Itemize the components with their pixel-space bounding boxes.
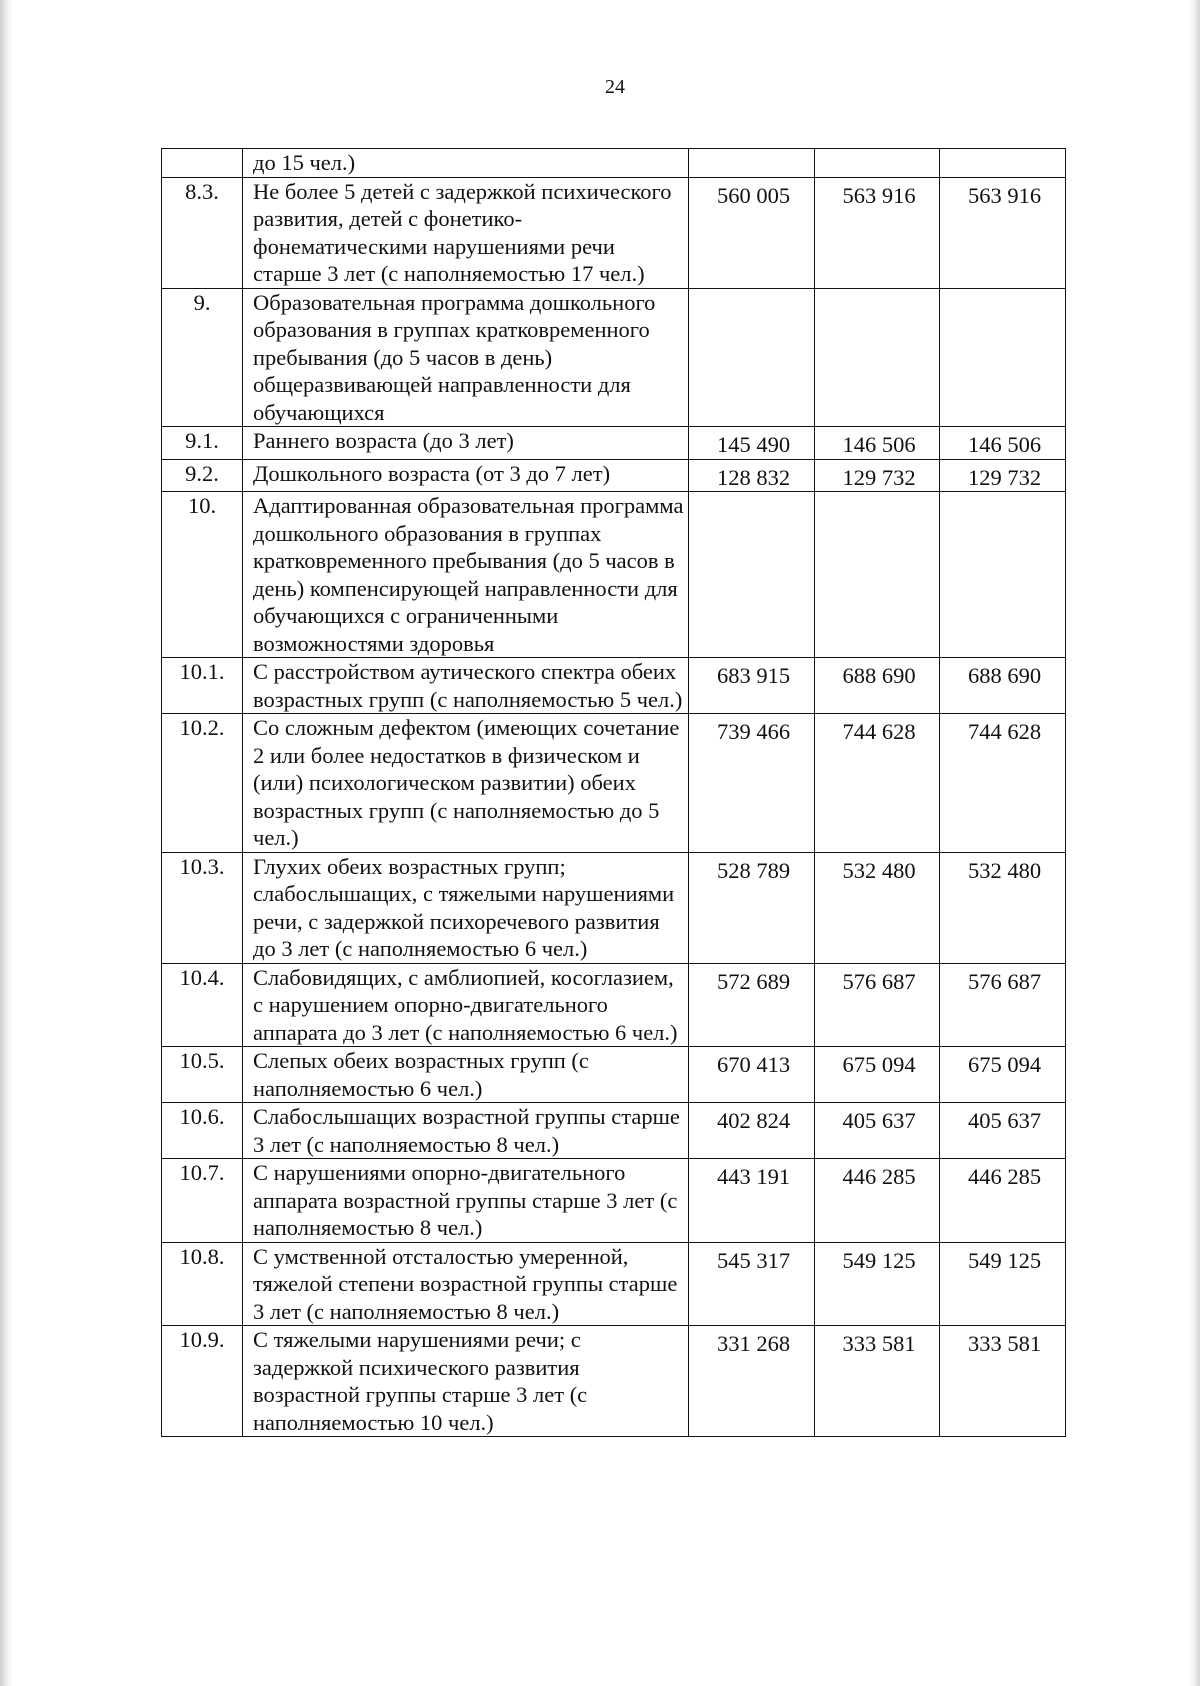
- table-row: [162, 852, 1066, 963]
- row-value-1-cell: 683 915: [689, 658, 815, 714]
- row-number-cell: 10.5.: [162, 1047, 243, 1103]
- row-value-3-cell: 744 628: [940, 714, 1066, 853]
- row-value-1-cell: 572 689: [689, 963, 815, 1047]
- table-row: [162, 1103, 1066, 1159]
- row-value-3-cell: 675 094: [940, 1047, 1066, 1103]
- row-number-cell: 8.3.: [162, 177, 243, 288]
- row-value-3-cell: 563 916: [940, 177, 1066, 288]
- row-value-3-cell: 532 480: [940, 852, 1066, 963]
- row-value-3-cell: 146 506: [940, 427, 1066, 460]
- row-value-2-cell: [815, 288, 940, 427]
- row-value-3-cell: 549 125: [940, 1242, 1066, 1326]
- row-value-1-cell: 560 005: [689, 177, 815, 288]
- row-description-cell: С расстройством аутического спектра обеих возрастных групп (с наполняемостью 5 чел.): [243, 658, 689, 714]
- row-value-1-cell: 739 466: [689, 714, 815, 853]
- table-row: [162, 492, 1066, 658]
- table-row: [162, 1159, 1066, 1243]
- row-value-2-cell: 744 628: [815, 714, 940, 853]
- row-value-1-cell: 545 317: [689, 1242, 815, 1326]
- row-number-cell: 10.8.: [162, 1242, 243, 1326]
- tariff-table-container: [161, 148, 1065, 1437]
- row-description-cell: Не более 5 детей с задержкой психического развития, детей с фонетико-фонематическими нарушениями речи старше 3 лет (с наполняемостью 17 чел.): [243, 177, 689, 288]
- row-value-1-cell: [689, 492, 815, 658]
- row-description-cell: Слабовидящих, с амблиопией, косоглазием, с нарушением опорно-двигательного аппарата до 3 лет (с наполняемостью 6 чел.): [243, 963, 689, 1047]
- row-value-3-cell: 446 285: [940, 1159, 1066, 1243]
- table-row: [162, 288, 1066, 427]
- row-value-1-cell: 670 413: [689, 1047, 815, 1103]
- row-number-cell: 10.3.: [162, 852, 243, 963]
- row-description-cell: Глухих обеих возрастных групп; слабослышащих, с тяжелыми нарушениями речи, с задержкой психоречевого развития до 3 лет (с наполняемостью 6 чел.): [243, 852, 689, 963]
- row-description-cell: Адаптированная образовательная программа дошкольного образования в группах кратковременного пребывания (до 5 часов в день) компенсирующей направленности для обучающихся с ограниченными возможностями здоровья: [243, 492, 689, 658]
- row-value-2-cell: 549 125: [815, 1242, 940, 1326]
- row-number-cell: 10.6.: [162, 1103, 243, 1159]
- table-row: [162, 427, 1066, 460]
- row-value-1-cell: 331 268: [689, 1326, 815, 1437]
- row-value-1-cell: [689, 288, 815, 427]
- row-number-cell: 10.4.: [162, 963, 243, 1047]
- row-number-cell: 9.2.: [162, 459, 243, 492]
- row-description-cell: Раннего возраста (до 3 лет): [243, 427, 689, 460]
- page-number: 24: [605, 76, 625, 98]
- row-value-2-cell: 563 916: [815, 177, 940, 288]
- row-number-cell: 9.: [162, 288, 243, 427]
- row-description-cell: С умственной отсталостью умеренной, тяжелой степени возрастной группы старше 3 лет (с наполняемостью 8 чел.): [243, 1242, 689, 1326]
- row-description-cell: до 15 чел.): [243, 149, 689, 178]
- row-number-cell: [162, 149, 243, 178]
- row-value-2-cell: 532 480: [815, 852, 940, 963]
- row-value-1-cell: 443 191: [689, 1159, 815, 1243]
- row-value-3-cell: 688 690: [940, 658, 1066, 714]
- row-number-cell: 10.2.: [162, 714, 243, 853]
- row-description-cell: Дошкольного возраста (от 3 до 7 лет): [243, 459, 689, 492]
- row-value-2-cell: 405 637: [815, 1103, 940, 1159]
- row-value-3-cell: 405 637: [940, 1103, 1066, 1159]
- row-description-cell: Образовательная программа дошкольного образования в группах кратковременного пребывания (до 5 часов в день) общеразвивающей направленности для обучающихся: [243, 288, 689, 427]
- row-description-cell: С нарушениями опорно-двигательного аппарата возрастной группы старше 3 лет (с наполняемостью 8 чел.): [243, 1159, 689, 1243]
- row-value-1-cell: 128 832: [689, 459, 815, 492]
- row-value-2-cell: 333 581: [815, 1326, 940, 1437]
- row-value-2-cell: 576 687: [815, 963, 940, 1047]
- row-value-3-cell: 333 581: [940, 1326, 1066, 1437]
- row-value-3-cell: 576 687: [940, 963, 1066, 1047]
- row-value-2-cell: 675 094: [815, 1047, 940, 1103]
- row-number-cell: 9.1.: [162, 427, 243, 460]
- table-row: [162, 963, 1066, 1047]
- table-row: [162, 658, 1066, 714]
- row-description-cell: С тяжелыми нарушениями речи; с задержкой психического развития возрастной группы старше 3 лет (с наполняемостью 10 чел.): [243, 1326, 689, 1437]
- table-row: [162, 714, 1066, 853]
- row-description-cell: Со сложным дефектом (имеющих сочетание 2 или более недостатков в физическом и (или) психологическом развитии) обеих возрастных групп (с наполняемостью до 5 чел.): [243, 714, 689, 853]
- table-row: [162, 459, 1066, 492]
- table-row: [162, 1326, 1066, 1437]
- row-value-2-cell: [815, 149, 940, 178]
- row-value-2-cell: 688 690: [815, 658, 940, 714]
- row-number-cell: 10.: [162, 492, 243, 658]
- row-description-cell: Слабослышащих возрастной группы старше 3 лет (с наполняемостью 8 чел.): [243, 1103, 689, 1159]
- row-number-cell: 10.1.: [162, 658, 243, 714]
- table-row: [162, 1047, 1066, 1103]
- scan-edge-left: [0, 0, 14, 1686]
- scan-edge-right: [1188, 0, 1200, 1686]
- row-description-cell: Слепых обеих возрастных групп (с наполняемостью 6 чел.): [243, 1047, 689, 1103]
- row-value-3-cell: [940, 492, 1066, 658]
- row-value-1-cell: 402 824: [689, 1103, 815, 1159]
- row-value-1-cell: [689, 149, 815, 178]
- row-number-cell: 10.7.: [162, 1159, 243, 1243]
- table-body: [162, 149, 1066, 1437]
- table-row: [162, 1242, 1066, 1326]
- row-value-1-cell: 528 789: [689, 852, 815, 963]
- row-value-3-cell: [940, 288, 1066, 427]
- row-number-cell: 10.9.: [162, 1326, 243, 1437]
- row-value-2-cell: 129 732: [815, 459, 940, 492]
- row-value-2-cell: [815, 492, 940, 658]
- row-value-2-cell: 446 285: [815, 1159, 940, 1243]
- row-value-2-cell: 146 506: [815, 427, 940, 460]
- row-value-3-cell: 129 732: [940, 459, 1066, 492]
- tariff-table: [161, 148, 1066, 1437]
- table-row: [162, 149, 1066, 178]
- row-value-1-cell: 145 490: [689, 427, 815, 460]
- row-value-3-cell: [940, 149, 1066, 178]
- table-row: [162, 177, 1066, 288]
